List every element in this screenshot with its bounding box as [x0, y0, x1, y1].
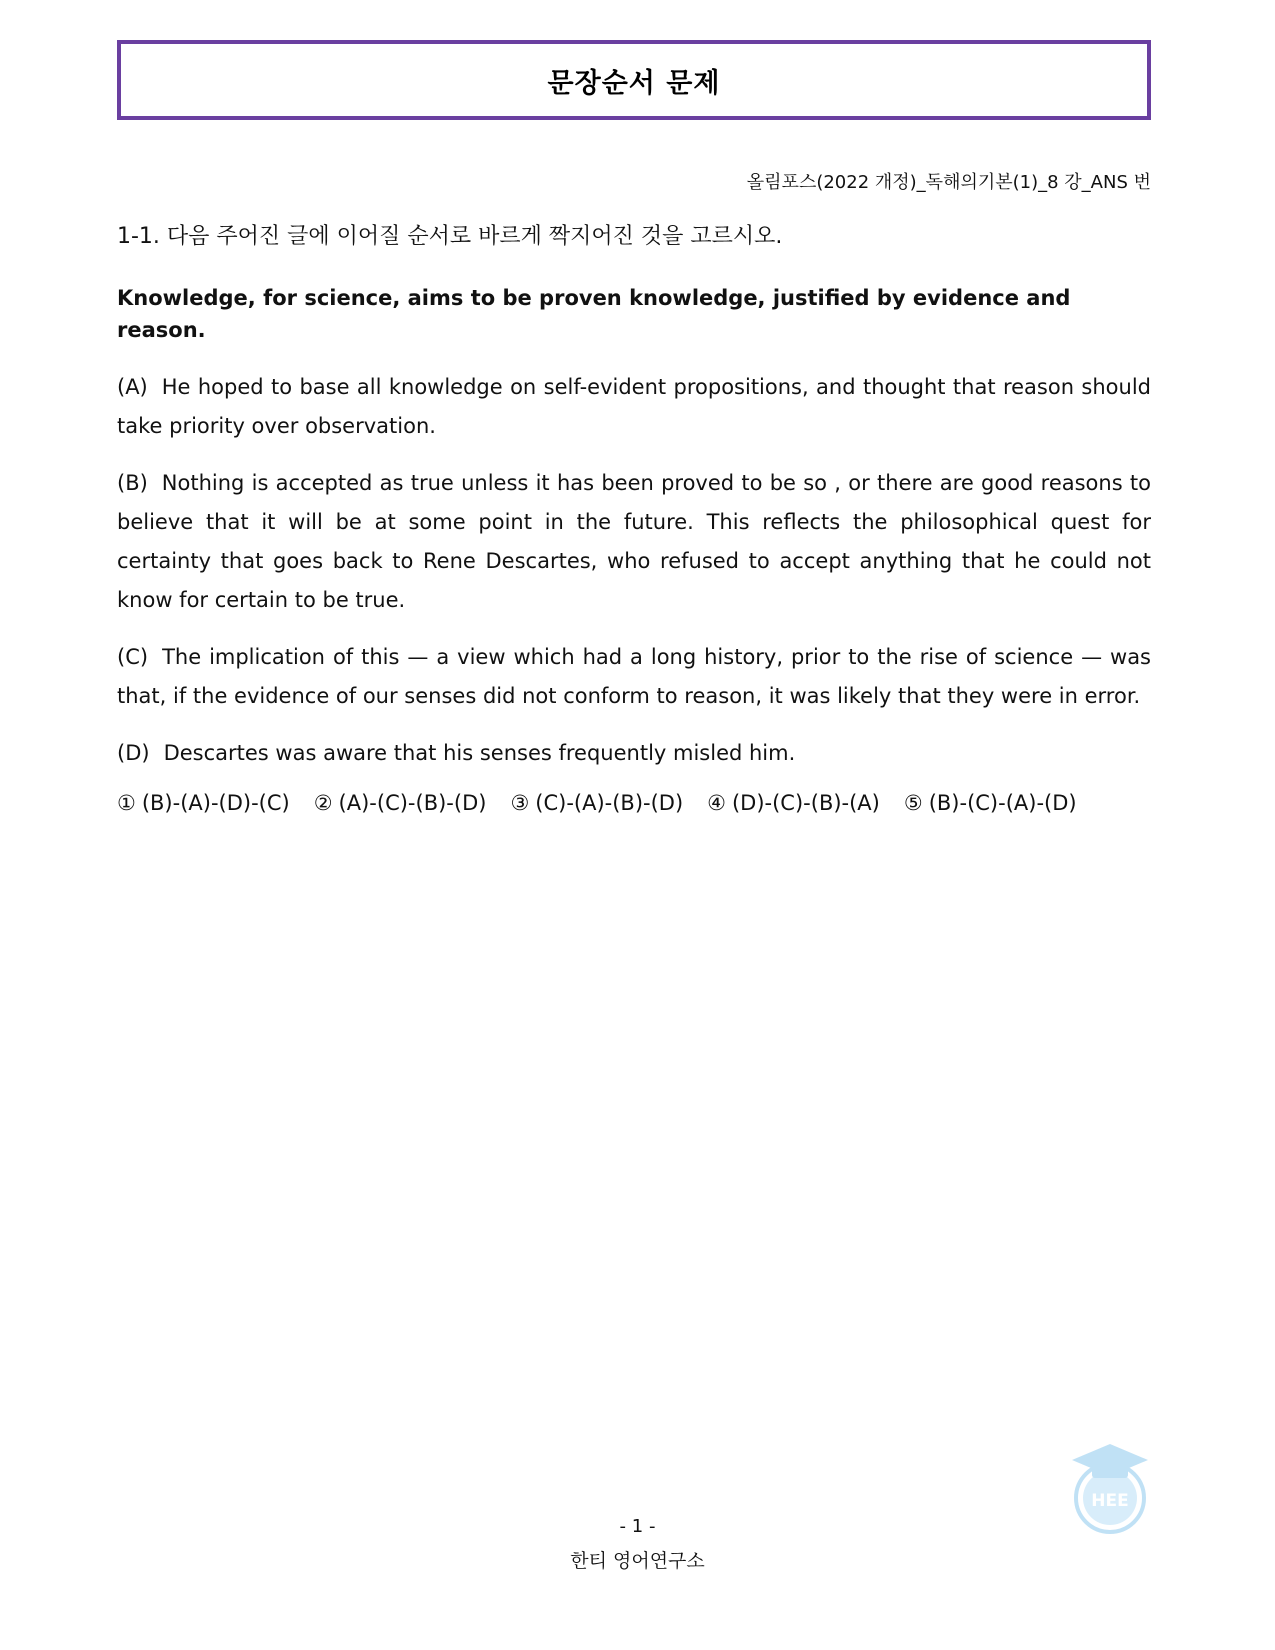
passage-text: Nothing is accepted as true unless it has been proved to be so , or there are good reasons to believe that it will be at some point in the future. This reflects the philosophical quest for certainty that goes back to Rene Descartes, who refused to accept anything that he could not know for certain to be true. [117, 471, 1151, 612]
passage-text: The implication of this — a view which had a long history, prior to the rise of science — was that, if the evidence of our senses did not conform to reason, it was likely that they were in error. [117, 645, 1151, 708]
choice-5[interactable] [904, 791, 1077, 815]
choice-text: (B)-(A)-(D)-(C) [141, 791, 290, 815]
graduation-cap-logo-icon [1068, 1440, 1152, 1536]
choice-text: (C)-(A)-(B)-(D) [535, 791, 684, 815]
passage-tag: (B) [117, 471, 148, 495]
choice-number: ③ [510, 791, 530, 815]
footer-organization: 한티 영어연구소 [570, 1550, 705, 1572]
passage-text: Descartes was aware that his senses frequently misled him. [163, 741, 796, 765]
choice-text: (B)-(C)-(A)-(D) [928, 791, 1077, 815]
page-title: 문장순서 문제 [547, 67, 721, 99]
choice-number: ② [313, 791, 333, 815]
question-prompt: 1-1. 다음 주어진 글에 이어질 순서로 바르게 짝지어진 것을 고르시오. [117, 224, 783, 249]
page-number: - 1 - [619, 1516, 656, 1537]
choice-number: ⑤ [903, 791, 923, 815]
given-sentence: Knowledge, for science, aims to be proven knowledge, justified by evidence and reason. [117, 286, 1071, 342]
passage-d [117, 734, 1151, 773]
passage-tag: (C) [117, 645, 149, 669]
answer-choices [117, 791, 1151, 815]
choice-2[interactable] [314, 791, 487, 815]
choice-text: (A)-(C)-(B)-(D) [338, 791, 487, 815]
passage-c [117, 638, 1151, 716]
passage-tag: (D) [117, 741, 150, 765]
passage-text: He hoped to base all knowledge on self-evident propositions, and thought that reason should take priority over observation. [117, 375, 1151, 438]
passage-b [117, 464, 1151, 620]
passage-a [117, 368, 1151, 446]
question-content [117, 220, 1151, 815]
choice-number: ① [117, 791, 136, 815]
source-label: 올림포스(2022 개정)_독해의기본(1)_8 강_ANS 번 [746, 172, 1151, 193]
logo-text: HEE [1091, 1491, 1129, 1511]
passage-tag: (A) [117, 375, 148, 399]
choice-number: ④ [707, 791, 726, 815]
choice-4[interactable] [707, 791, 880, 815]
title-box [117, 40, 1151, 120]
choice-text: (D)-(C)-(B)-(A) [731, 791, 880, 815]
choice-1[interactable] [117, 791, 290, 815]
choice-3[interactable] [510, 791, 683, 815]
